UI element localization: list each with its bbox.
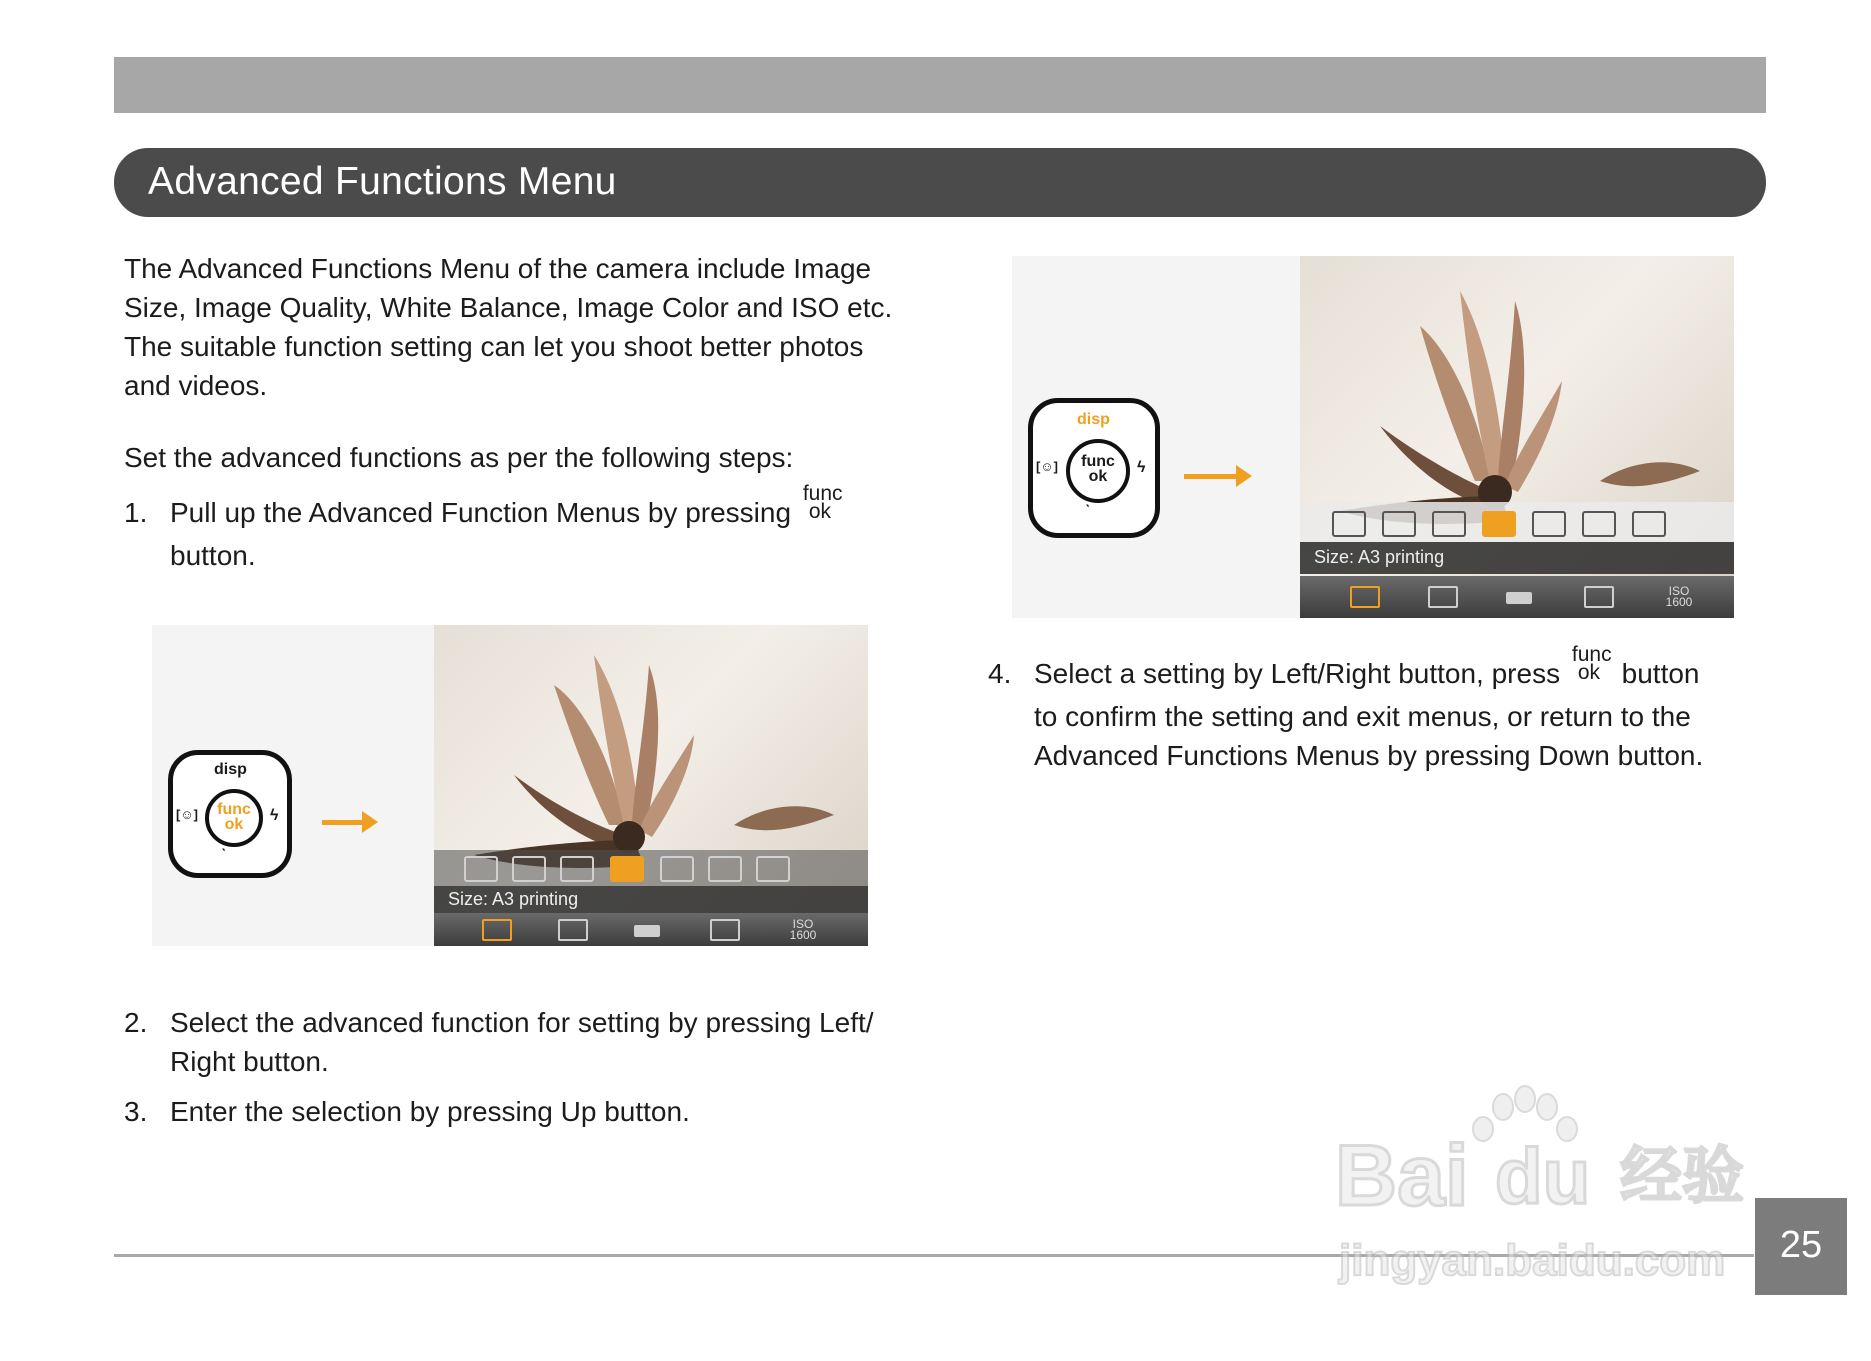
image-color-icon[interactable] (1584, 586, 1614, 608)
face-detect-icon: [☺] (176, 807, 198, 822)
size-03m-icon[interactable] (1632, 511, 1666, 537)
step-1-number: 1. (124, 497, 148, 528)
step-3-text: Enter the selection by pressing Up button. (170, 1096, 690, 1127)
function-menu-bar (434, 913, 868, 946)
disp-label: disp (1077, 411, 1110, 428)
camera-dpad-icon (168, 750, 292, 878)
step-4-text (1034, 643, 1774, 775)
svg-text:经验: 经验 (1620, 1142, 1745, 1211)
step-4-line-a: Select a setting by Left/Right button, press (1034, 658, 1561, 689)
illustration-step4 (1012, 256, 1734, 618)
camera-dpad-icon (1028, 398, 1160, 538)
size-8m-icon[interactable] (610, 856, 644, 882)
func-ok-ring: func ok (1066, 439, 1130, 503)
size-5m-icon[interactable] (660, 856, 694, 882)
camera-screen-1 (434, 625, 868, 946)
func-ok-ring: func ok (205, 789, 263, 847)
size-label: Size: A3 printing (448, 889, 579, 909)
svg-text:Bai: Bai (1335, 1128, 1469, 1224)
top-bar (114, 57, 1766, 113)
size-options-strip (434, 850, 868, 886)
svg-text:jingyan.baidu.com: jingyan.baidu.com (1339, 1236, 1726, 1285)
trash-icon: ` (1085, 503, 1091, 520)
size-label-bar (434, 886, 868, 913)
size-label-bar (1300, 542, 1734, 574)
size-12m-icon[interactable] (512, 856, 546, 882)
size-label: Size: A3 printing (1314, 547, 1445, 567)
intro-line: Size, Image Quality, White Balance, Image Color and ISO etc. (124, 292, 893, 323)
arrow-right-icon (1184, 474, 1240, 479)
step-1-line-a: Pull up the Advanced Function Menus by pressing (170, 497, 792, 528)
arrow-right-icon (322, 820, 366, 825)
step-4-number: 4. (988, 658, 1012, 689)
face-detect-icon: [☺] (1036, 459, 1058, 474)
camera-screen-2 (1300, 256, 1734, 618)
trash-icon: ` (221, 847, 227, 864)
section-title-bar (114, 148, 1766, 217)
step-3-number: 3. (124, 1096, 148, 1127)
intro-line: The suitable function setting can let you shoot better photos (124, 331, 864, 362)
image-color-icon[interactable] (710, 919, 740, 941)
iso-icon[interactable]: ISO 1600 (789, 917, 817, 942)
image-size-icon[interactable] (482, 919, 512, 941)
size-5m-icon[interactable] (1532, 511, 1566, 537)
flash-icon: ϟ (1137, 459, 1146, 476)
flash-icon: ϟ (270, 807, 279, 824)
size-03m-icon[interactable] (756, 856, 790, 882)
white-balance-icon[interactable] (634, 925, 660, 937)
size-14m-icon[interactable] (464, 856, 498, 882)
size-12m-icon[interactable] (1382, 511, 1416, 537)
intro-paragraph (124, 249, 904, 405)
steps-lead: Set the advanced functions as per the following steps: (124, 442, 794, 473)
step-4-line-b: button (1621, 658, 1700, 689)
svg-text:du: du (1495, 1132, 1591, 1220)
image-quality-icon[interactable] (1428, 586, 1458, 608)
white-balance-icon[interactable] (1506, 592, 1532, 604)
step-2-number: 2. (124, 1007, 148, 1038)
size-14m-icon[interactable] (1332, 511, 1366, 537)
step-2-text (170, 1003, 910, 1081)
step-2-line-a: Select the advanced function for setting by pressing Left/ (170, 1007, 874, 1038)
intro-line: The Advanced Functions Menu of the camera include Image (124, 253, 872, 284)
page-number: 25 (1779, 1224, 1823, 1266)
page-title: Advanced Functions Menu (148, 160, 617, 203)
baidu-watermark-logo (1335, 1085, 1785, 1295)
size-10m-icon[interactable] (560, 856, 594, 882)
image-quality-icon[interactable] (558, 919, 588, 941)
function-menu-bar (1300, 576, 1734, 618)
size-3m-icon[interactable] (708, 856, 742, 882)
step-1-text (170, 482, 890, 575)
intro-line: and videos. (124, 370, 268, 401)
image-size-icon[interactable] (1350, 586, 1380, 608)
size-3m-icon[interactable] (1582, 511, 1616, 537)
disp-label: disp (214, 761, 247, 778)
step-4-line-c: to confirm the setting and exit menus, or return to the (1034, 701, 1691, 732)
illustration-step1 (152, 625, 868, 946)
size-10m-icon[interactable] (1432, 511, 1466, 537)
size-8m-icon[interactable] (1482, 511, 1516, 537)
step-2-line-b: Right button. (170, 1046, 329, 1077)
step-4-line-d: Advanced Functions Menus by pressing Down button. (1034, 740, 1704, 771)
iso-icon[interactable]: ISO 1600 (1665, 584, 1693, 609)
step-1-line-b: button. (170, 540, 256, 571)
func-ok-button-icon: func ok (1571, 643, 1612, 684)
func-ok-button-icon: func ok (802, 482, 843, 523)
size-options-strip (1300, 502, 1734, 542)
